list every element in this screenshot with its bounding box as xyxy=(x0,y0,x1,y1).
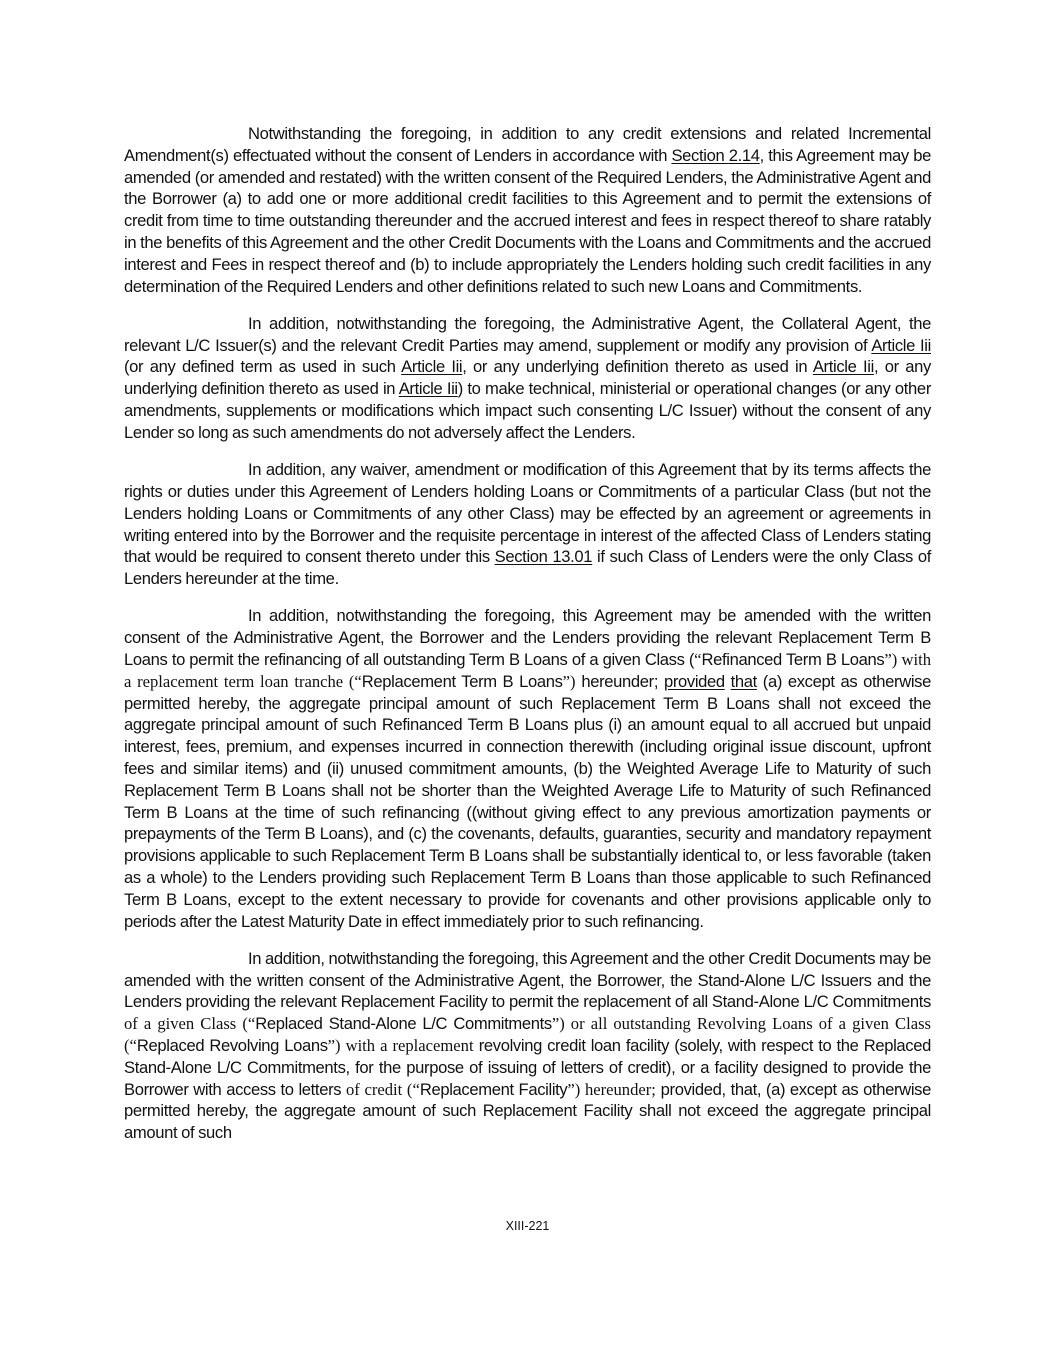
text-run: , or any underlying definition thereto as used in xyxy=(462,357,813,377)
page-number: XIII-221 xyxy=(505,1219,550,1233)
text-run: “ xyxy=(694,650,702,670)
paragraph-3 xyxy=(124,459,931,590)
text-run: In addition, notwithstanding the foregoing, this Agreement and the other Credit Documents may be amended with the written consent of the Administrative Agent, the Borrower, the Stand-Alone L/C Issuers and the Lenders providing the relevant Replacement Facility to permit the replacement of all Stand-Alone L/C Commitments xyxy=(124,948,931,1012)
text-run: ”) with a replacement xyxy=(327,1036,474,1056)
text-run: (a) except as otherwise permitted hereby, the aggregate principal amount of such Replacement Term B Loans shall not exceed the aggregate principal amount of such Refinanced Term B Loans plus (i) an amount equal to all accrued but unpaid interest, fees, premium, and expenses incurred in connection therewith (including original issue discount, upfront fees and similar items) and (ii) unused commitment amounts, (b) the Weighted Average Life to Maturity of such Replacement Term B Loans shall not be shorter than the Weighted Average Life to Maturity of such Refinanced Term B Loans at the time of such refinancing ((without giving effect to any previous amortization payments or prepayments of the Term B Loans), and (c) the covenants, defaults, guaranties, security and mandatory repayment provisions applicable to such Replacement Term B Loans shall be substantially identical to, or less favorable (taken as a whole) to the Lenders providing such Replacement Term B Loans than those applicable to such Refinanced Term B Loans, except to the extent necessary to provide for covenants and other provisions applicable only to periods after the Latest Maturity Date in effect immediately prior to such refinancing. xyxy=(124,671,931,931)
paragraph-2 xyxy=(124,313,931,444)
text-run: ”) with a replacement term loan tranche (“ xyxy=(124,650,931,691)
paragraph-5 xyxy=(124,948,931,1144)
text-run: of a given Class (“ xyxy=(124,1014,256,1034)
text-run: (or any defined term as used in such xyxy=(124,357,402,377)
text-run: revolving credit loan facility (solely, with respect to the Replaced Stand-Alone L/C Commitments, for the purpose of issuing of letters of credit), or a facility designed to provide the Borrower with access to letters xyxy=(124,1036,932,1099)
text-run: of credit (“ xyxy=(345,1079,420,1099)
text-run: , this Agreement may be amended (or amended and restated) with the written consent of the Required Lenders, the Administrative Agent and the Borrower (a) to add one or more additional credit facilities to this Agreement and to permit the extensions of credit from time to time outstanding thereunder and the accrued interest and fees in respect thereof to share ratably in the benefits of this Agreement and the other Credit Documents with the Loans and Commitments and the accrued interest and Fees in respect thereof and (b) to include appropriately the Lenders holding such credit facilities in any determination of the Required Lenders and other definitions related to such new Loans and Commitments. xyxy=(124,145,931,296)
text-run: Replacement Term B Loans xyxy=(361,671,563,691)
text-run: ”) xyxy=(562,671,576,691)
text-run: ”) or all outstanding Revolving Loans of a given Class (“ xyxy=(124,1014,931,1056)
text-run: provided, that, (a) except as otherwise permitted hereby, the aggregate amount of such Replacement Facility shall not exceed the aggregate principal amount of such xyxy=(124,1079,931,1143)
text-run: hereunder; xyxy=(575,671,664,691)
paragraph-1 xyxy=(124,123,931,297)
text-run: ) to make technical, ministerial or operational changes (or any other amendments, supplements or modifications which impact such consenting L/C Issuer) without the consent of any Lender so long as such amendments do not adversely affect the Lenders. xyxy=(124,379,931,442)
cross-reference: Article Iii xyxy=(401,357,463,377)
text-run: In addition, notwithstanding the foregoing, the Administrative Agent, the Collateral Agent, the relevant L/C Issuer(s) and the relevant Credit Parties may amend, supplement or modify any provision of xyxy=(124,313,931,355)
text-run: if such Class of Lenders were the only Class of Lenders hereunder at the time. xyxy=(124,547,931,589)
text-run: Replaced Revolving Loans xyxy=(136,1036,328,1056)
text-run: ”) hereunder; xyxy=(567,1079,656,1099)
text-run: Replacement Facility xyxy=(419,1079,568,1099)
text-run: , or any underlying definition thereto as used in xyxy=(124,357,931,399)
cross-reference: Section 2.14 xyxy=(671,145,760,165)
text-run: In addition, notwithstanding the foregoing, this Agreement may be amended with the written consent of the Administrative Agent, the Borrower and the Lenders providing the relevant Replacement Term B Loans to permit the refinancing of all outstanding Term B Loans of a given Class ( xyxy=(124,606,931,670)
cross-reference: Article Iii xyxy=(871,335,931,355)
text-run: Refinanced Term B Loans xyxy=(701,650,885,670)
text-run: Notwithstanding the foregoing, in addition to any credit extensions and related Incremental Amendment(s) effectuated without the consent of Lenders in accordance with xyxy=(124,124,931,165)
text-run: Replaced Stand-Alone L/C Commitments xyxy=(255,1014,552,1034)
cross-reference: provided xyxy=(663,671,725,691)
cross-reference: Article Iii xyxy=(812,357,874,377)
cross-reference: that xyxy=(730,671,757,691)
document-body xyxy=(124,123,931,1160)
cross-reference: Article Iii xyxy=(398,379,458,399)
paragraph-4 xyxy=(124,605,931,932)
text-run: In addition, any waiver, amendment or modification of this Agreement that by its terms affects the rights or duties under this Agreement of Lenders holding Loans or Commitments of a particular Class (but not the Lenders holding Loans or Commitments of any other Class) may be effected by an agreement or agreements in writing entered into by the Borrower and the requisite percentage in interest of the affected Class of Lenders stating that would be required to consent thereto under this xyxy=(124,460,931,567)
cross-reference: Section 13.01 xyxy=(494,547,593,567)
